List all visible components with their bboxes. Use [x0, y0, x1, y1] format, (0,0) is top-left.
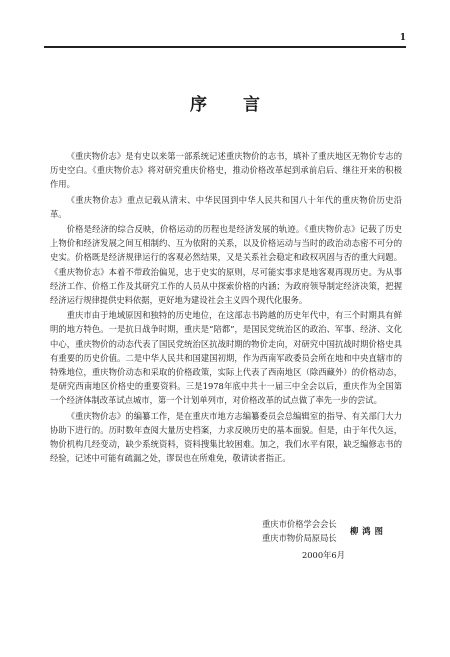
signature-org-2: 重庆市物价局原局长 [262, 533, 337, 543]
signature-block [262, 517, 412, 562]
paragraph: 《重庆物价志》是有史以来第一部系统记述重庆物价的志书，填补了重庆地区无物价专志的历史空白。《重庆物价志》将对研究重庆价格史，推动价格改革起到承前启后、继往开来的积极作用。 [50, 151, 402, 190]
paragraph: 《重庆物价志》重点记载从清末、中华民国到中华人民共和国八十年代的重庆物价历史沿革。 [50, 194, 402, 219]
paragraph: 《重庆物价志》的编纂工作，是在重庆市地方志编纂委员会总编辑室的指导、有关部门大力协助下进行的。历时数年查阅大量历史档案，力求反映历史的基本面貌。但是，由于年代久远，物价机构几经变动，缺少系统资料，资料搜集比较困难。加之，我们水平有限，缺乏编修志书的经验，记述中可能有疏漏之处，谬误也在所难免，敬请读者指正。 [50, 410, 402, 464]
signature-org-1: 重庆市价格学会会长 [262, 519, 337, 529]
preface-body [50, 149, 402, 466]
header-rule [44, 46, 406, 48]
paragraph: 价格是经济的综合反映，价格运动的历程也是经济发展的轨迹。《重庆物价志》记载了历史上物价和经济发展之间互相制约、互为依附的关系，以及价格运动与当时的政治动态密不可分的史实。价格既是经济规律运行的客观必然结果，又是关系社会稳定和政权巩固与否的重大问题。《重庆物价志》本着不带政治偏见，忠于史实的原则，尽可能实事求是地客观再现历史。为从事经济工作、价格工作及其研究工作的人员从中探索价格的内涵；为政府领导制定经济决策，把握经济运行规律提供史料依据，更好地为建设社会主义四个现代化服务。 [50, 224, 402, 306]
page-title: 序言 [190, 95, 296, 115]
signature-date: 2000年6月 [302, 550, 345, 560]
page-number: 1 [399, 33, 406, 43]
paragraph: 重庆市由于地域原因和独特的历史地位，在这部志书跨越的历史年代中，有三个时期具有鲜明的地方特色。一是抗日战争时期，重庆是“陪都”，是国民党统治区的政治、军事、经济、文化中心，重庆物价的动态代表了国民党统治区抗战时期的物价走向，对研究中国抗战时期价格史具有重要的历史价值。二是中华人民共和国建国初期，作为西南军政委员会所在地和中央直辖市的特殊地位，重庆物价动态和采取的价格政策，实际上代表了西南地区（除西藏外）的价格动态，是研究西南地区价格史的重要资料。三是1978年底中共十一届三中全会以后，重庆作为全国第一个经济体制改革试点城市，第一个计划单列市，对价格改革的试点做了率先一步的尝试。 [50, 310, 402, 406]
signature-name: 柳鸿图 [350, 526, 387, 536]
signature-orgs [262, 517, 337, 545]
